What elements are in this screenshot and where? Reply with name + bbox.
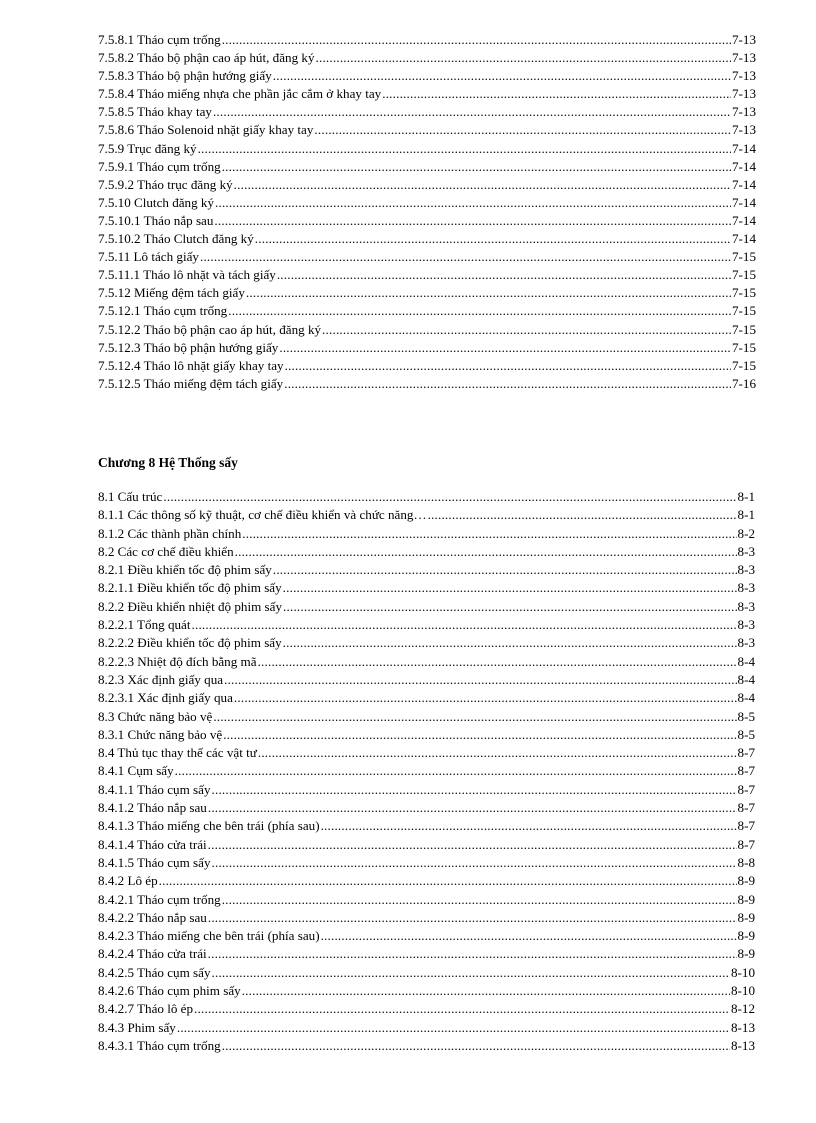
toc-entry-page: 8-3: [737, 543, 755, 559]
toc-entry-page: 7-14: [731, 194, 756, 210]
toc-entry-page: 8-3: [737, 580, 755, 596]
toc-entry-title: 8.4.3.1 Tháo cụm trống: [98, 1037, 221, 1053]
toc-dot-leader: [283, 598, 737, 616]
toc-entry-title: 8.4.1.5 Tháo cụm sấy: [98, 854, 211, 870]
toc-dot-leader: [322, 321, 731, 339]
toc-entry-page: 8-3: [737, 598, 755, 614]
toc-entry[interactable]: [98, 781, 755, 799]
toc-dot-leader: [200, 248, 731, 266]
toc-dot-leader: [213, 103, 731, 121]
toc-entry-title: 8.4.2.5 Tháo cụm sấy: [98, 964, 211, 980]
toc-entry-title: 7.5.12.4 Tháo lô nhặt giấy khay tay: [98, 357, 284, 373]
toc-entry-title: 7.5.12.1 Tháo cụm trống: [98, 303, 228, 319]
toc-entry-page: 8-1: [737, 489, 755, 504]
toc-entry-page: 7-13: [731, 86, 756, 102]
toc-entry-title: 8.2.1 Điều khiển tốc độ phim sấy: [98, 562, 272, 578]
toc-entry[interactable]: [98, 982, 755, 1000]
toc-entry[interactable]: [98, 49, 756, 67]
toc-entry-page: 8-10: [730, 964, 755, 980]
toc-entry-page: 8-10: [730, 983, 755, 999]
toc-entry-page: 8-4: [737, 653, 755, 669]
toc-dot-leader: [214, 212, 731, 230]
toc-dot-leader: [382, 85, 731, 103]
toc-dot-leader: [277, 266, 731, 284]
toc-entry[interactable]: [98, 85, 756, 103]
toc-dot-leader: [213, 708, 736, 726]
toc-dot-leader: [175, 762, 737, 780]
chapter-heading: Chương 8 Hệ Thống sấy: [98, 455, 238, 470]
toc-dot-leader: [223, 726, 736, 744]
toc-entry[interactable]: [98, 375, 756, 393]
toc-entry[interactable]: [98, 140, 756, 158]
toc-entry[interactable]: [98, 339, 756, 357]
toc-entry-title: 7.5.12.2 Tháo bộ phận cao áp hút, đăng ký: [98, 321, 322, 337]
toc-entry-page: 8-7: [737, 836, 755, 852]
toc-entry-page: 7-14: [731, 140, 756, 156]
toc-entry[interactable]: [98, 248, 756, 266]
toc-entry[interactable]: [98, 284, 756, 302]
toc-entry-title: 8.4.2.1 Tháo cụm trống: [98, 891, 221, 907]
toc-entry-title: 7.5.8.5 Tháo khay tay: [98, 104, 212, 120]
toc-entry-page: 7-13: [731, 122, 756, 138]
toc-entry[interactable]: [98, 708, 755, 726]
toc-entry[interactable]: [98, 1000, 755, 1018]
toc-dot-leader: [208, 836, 737, 854]
toc-dot-leader: [242, 525, 736, 543]
toc-entry[interactable]: [98, 230, 756, 248]
toc-entry-page: 8-2: [737, 525, 755, 541]
toc-entry[interactable]: [98, 1037, 755, 1055]
toc-entry-page: 8-4: [737, 671, 755, 687]
toc-entry-title: 8.3 Chức năng bảo vệ: [98, 708, 213, 724]
toc-dot-leader: [273, 561, 737, 579]
toc-entry[interactable]: [98, 158, 756, 176]
toc-entry-page: 8-8: [737, 854, 755, 870]
toc-entry-title: 7.5.8.6 Tháo Solenoid nhặt giấy khay tay: [98, 122, 314, 138]
toc-entry-page: 7-15: [731, 249, 756, 265]
toc-entry-title: 8.1.2 Các thành phần chính: [98, 525, 242, 541]
toc-entry[interactable]: [98, 689, 755, 707]
toc-dot-leader: [314, 121, 731, 139]
toc-dot-leader: [215, 194, 731, 212]
toc-entry-title: 8.4.1.1 Tháo cụm sấy: [98, 781, 211, 797]
toc-dot-leader: [428, 506, 737, 524]
toc-entry-page: 8-3: [737, 562, 755, 578]
toc-entry-title: 8.4.2.7 Tháo lô ép: [98, 1001, 194, 1017]
toc-entry[interactable]: [98, 671, 755, 689]
toc-entry[interactable]: [98, 543, 755, 561]
toc-dot-leader: [234, 176, 731, 194]
toc-entry-page: 8-9: [737, 909, 755, 925]
toc-entry-title: 7.5.9.1 Tháo cụm trống: [98, 158, 221, 174]
toc-entry[interactable]: [98, 909, 755, 927]
toc-dot-leader: [208, 799, 737, 817]
toc-entry-title: 7.5.10.1 Tháo nắp sau: [98, 212, 214, 228]
toc-entry[interactable]: [98, 744, 755, 762]
toc-dot-leader: [316, 49, 731, 67]
toc-dot-leader: [246, 284, 731, 302]
toc-entry-page: 8-9: [737, 891, 755, 907]
toc-dot-leader: [159, 872, 737, 890]
toc-entry[interactable]: [98, 653, 755, 671]
toc-entry[interactable]: [98, 616, 755, 634]
toc-dot-leader: [283, 579, 737, 597]
toc-entry[interactable]: [98, 121, 756, 139]
toc-dot-leader: [163, 488, 736, 506]
toc-entry-title: 8.4.2.3 Tháo miếng che bên trái (phía sau): [98, 928, 320, 944]
toc-dot-leader: [222, 31, 731, 49]
toc-entry-title: 7.5.12.3 Tháo bộ phận hướng giấy: [98, 339, 279, 355]
toc-entry-page: 8-13: [730, 1037, 755, 1053]
toc-entry-page: 7-13: [731, 68, 756, 84]
toc-entry[interactable]: [98, 598, 755, 616]
toc-entry-title: 8.1 Cấu trúc: [98, 489, 163, 504]
toc-entry-page: 7-16: [731, 375, 756, 391]
toc-dot-leader: [228, 302, 731, 320]
toc-entry[interactable]: [98, 176, 756, 194]
toc-entry-title: 7.5.8.1 Tháo cụm trống: [98, 32, 221, 47]
toc-dot-leader: [279, 339, 731, 357]
toc-entry-title: 7.5.10.2 Tháo Clutch đăng ký: [98, 231, 254, 247]
toc-entry-page: 8-9: [737, 873, 755, 889]
toc-entry-page: 8-3: [737, 635, 755, 651]
toc-entry-title: 7.5.8.2 Tháo bộ phận cao áp hút, đăng ký: [98, 50, 315, 66]
toc-entry-title: 8.4.2.2 Tháo nắp sau: [98, 909, 207, 925]
toc-dot-leader: [284, 375, 731, 393]
toc-entry[interactable]: [98, 194, 756, 212]
toc-dot-leader: [194, 1000, 730, 1018]
toc-entry-title: 8.4.1.4 Tháo cửa trái: [98, 836, 207, 852]
toc-dot-leader: [242, 982, 730, 1000]
toc-entry-title: 7.5.11 Lô tách giấy: [98, 249, 199, 265]
toc-entry-title: 7.5.9.2 Tháo trục đăng ký: [98, 176, 233, 192]
toc-dot-leader: [208, 945, 737, 963]
toc-entry-page: 7-14: [731, 158, 756, 174]
toc-entry[interactable]: [98, 634, 755, 652]
toc-entry[interactable]: [98, 212, 756, 230]
toc-entry-title: 7.5.12.5 Tháo miếng đệm tách giấy: [98, 375, 284, 391]
toc-entry-title: 8.2.1.1 Điều khiển tốc độ phim sấy: [98, 580, 282, 596]
toc-entry[interactable]: [98, 321, 756, 339]
toc-entry-title: 8.4.1.2 Tháo nắp sau: [98, 800, 207, 816]
toc-dot-leader: [235, 543, 737, 561]
toc-entry[interactable]: [98, 854, 755, 872]
toc-entry-page: 8-7: [737, 781, 755, 797]
toc-entry-title: 8.4 Thủ tục thay thế các vật tư: [98, 745, 257, 761]
toc-entry-title: 8.2.3.1 Xác định giấy qua: [98, 690, 233, 706]
toc-dot-leader: [222, 891, 737, 909]
toc-entry-title: 7.5.8.4 Tháo miếng nhựa che phần jắc cắm ở khay tay: [98, 86, 382, 102]
toc-entry[interactable]: [98, 357, 756, 375]
toc-entry-page: 8-7: [737, 763, 755, 779]
toc-entry-title: 8.2 Các cơ chế điều khiển: [98, 543, 234, 559]
toc-entry-page: 7-14: [731, 212, 756, 228]
toc-entry-title: 7.5.10 Clutch đăng ký: [98, 194, 215, 210]
toc-dot-leader: [234, 689, 737, 707]
toc-entry-title: 7.5.11.1 Tháo lô nhặt và tách giấy: [98, 267, 276, 283]
toc-entry-title: 7.5.9 Trục đăng ký: [98, 140, 197, 156]
toc-entry[interactable]: [98, 31, 756, 49]
toc-entry-page: 8-7: [737, 745, 755, 761]
toc-entry-page: 7-13: [731, 50, 756, 66]
toc-entry[interactable]: [98, 506, 755, 524]
toc-entry[interactable]: [98, 561, 755, 579]
toc-entry[interactable]: [98, 817, 755, 835]
toc-entry-title: 8.4.2.4 Tháo cửa trái: [98, 946, 207, 962]
toc-entry-page: 7-13: [731, 32, 756, 47]
toc-dot-leader: [321, 817, 737, 835]
toc-dot-leader: [177, 1019, 730, 1037]
toc-entry-page: 8-7: [737, 818, 755, 834]
toc-entry-title: 8.2.2.1 Tổng quát: [98, 617, 191, 633]
toc-entry-title: 8.4.1.3 Tháo miếng che bên trái (phía sau): [98, 818, 320, 834]
toc-dot-leader: [273, 67, 731, 85]
toc-entry-page: 8-12: [730, 1001, 755, 1017]
toc-entry[interactable]: [98, 103, 756, 121]
toc-entry-title: 8.2.3 Xác định giấy qua: [98, 671, 224, 687]
toc-entry-page: 8-3: [737, 617, 755, 633]
toc-dot-leader: [222, 158, 731, 176]
toc-entry-page: 8-4: [737, 690, 755, 706]
toc-entry[interactable]: [98, 762, 755, 780]
toc-entry[interactable]: [98, 302, 756, 320]
toc-entry-title: 8.4.3 Phim sấy: [98, 1019, 176, 1035]
toc-entry-title: 8.3.1 Chức năng bảo vệ: [98, 726, 223, 742]
toc-dot-leader: [198, 140, 731, 158]
toc-entry[interactable]: [98, 525, 755, 543]
toc-entry-page: 7-15: [731, 339, 756, 355]
toc-entry[interactable]: [98, 579, 755, 597]
toc-section-7: [98, 31, 756, 393]
toc-dot-leader: [212, 781, 737, 799]
toc-entry-page: 8-5: [737, 708, 755, 724]
toc-entry-page: 7-15: [731, 267, 756, 283]
toc-entry[interactable]: [98, 726, 755, 744]
toc-dot-leader: [224, 671, 736, 689]
toc-dot-leader: [255, 230, 731, 248]
toc-entry[interactable]: [98, 266, 756, 284]
toc-chapter-8: [98, 488, 755, 1055]
toc-entry-page: 7-15: [731, 357, 756, 373]
toc-entry-page: 7-13: [731, 104, 756, 120]
toc-entry-page: 7-15: [731, 303, 756, 319]
toc-dot-leader: [208, 909, 737, 927]
toc-dot-leader: [212, 964, 730, 982]
toc-dot-leader: [258, 653, 737, 671]
toc-entry[interactable]: [98, 927, 755, 945]
toc-entry-page: 8-13: [730, 1019, 755, 1035]
toc-entry-title: 8.2.2 Điều khiển nhiệt độ phim sấy: [98, 598, 283, 614]
toc-dot-leader: [321, 927, 737, 945]
toc-dot-leader: [283, 634, 737, 652]
toc-entry[interactable]: [98, 799, 755, 817]
toc-entry[interactable]: [98, 67, 756, 85]
toc-entry-title: 8.4.1 Cụm sấy: [98, 763, 174, 779]
toc-entry-page: 8-9: [737, 946, 755, 962]
toc-entry-title: 7.5.12 Miếng đệm tách giấy: [98, 285, 245, 301]
toc-entry-title: 8.4.2 Lô ép: [98, 873, 158, 889]
toc-entry-page: 7-14: [731, 176, 756, 192]
toc-dot-leader: [222, 1037, 730, 1055]
toc-entry[interactable]: [98, 945, 755, 963]
toc-entry[interactable]: [98, 836, 755, 854]
toc-dot-leader: [258, 744, 737, 762]
toc-entry-title: 7.5.8.3 Tháo bộ phận hướng giấy: [98, 68, 272, 84]
toc-dot-leader: [285, 357, 731, 375]
toc-entry-page: 8-7: [737, 800, 755, 816]
toc-entry-title: 8.4.2.6 Tháo cụm phim sấy: [98, 983, 241, 999]
toc-entry-page: 7-15: [731, 321, 756, 337]
toc-entry-page: 7-14: [731, 231, 756, 247]
toc-entry-title: 8.1.1 Các thông số kỹ thuật, cơ chế điều khiển và chức năng…: [98, 507, 427, 523]
toc-entry-page: 7-15: [731, 285, 756, 301]
toc-entry[interactable]: [98, 891, 755, 909]
toc-entry[interactable]: [98, 872, 755, 890]
toc-entry-title: 8.2.2.3 Nhiệt độ đích bằng mã: [98, 653, 257, 669]
toc-entry[interactable]: [98, 1019, 755, 1037]
toc-entry-page: 8-5: [737, 726, 755, 742]
toc-entry[interactable]: [98, 964, 755, 982]
toc-dot-leader: [192, 616, 737, 634]
toc-entry-title: 8.2.2.2 Điều khiển tốc độ phim sấy: [98, 635, 282, 651]
toc-entry-page: 8-9: [737, 928, 755, 944]
toc-dot-leader: [212, 854, 737, 872]
toc-entry[interactable]: [98, 488, 755, 506]
toc-entry-page: 8-1: [737, 507, 755, 523]
